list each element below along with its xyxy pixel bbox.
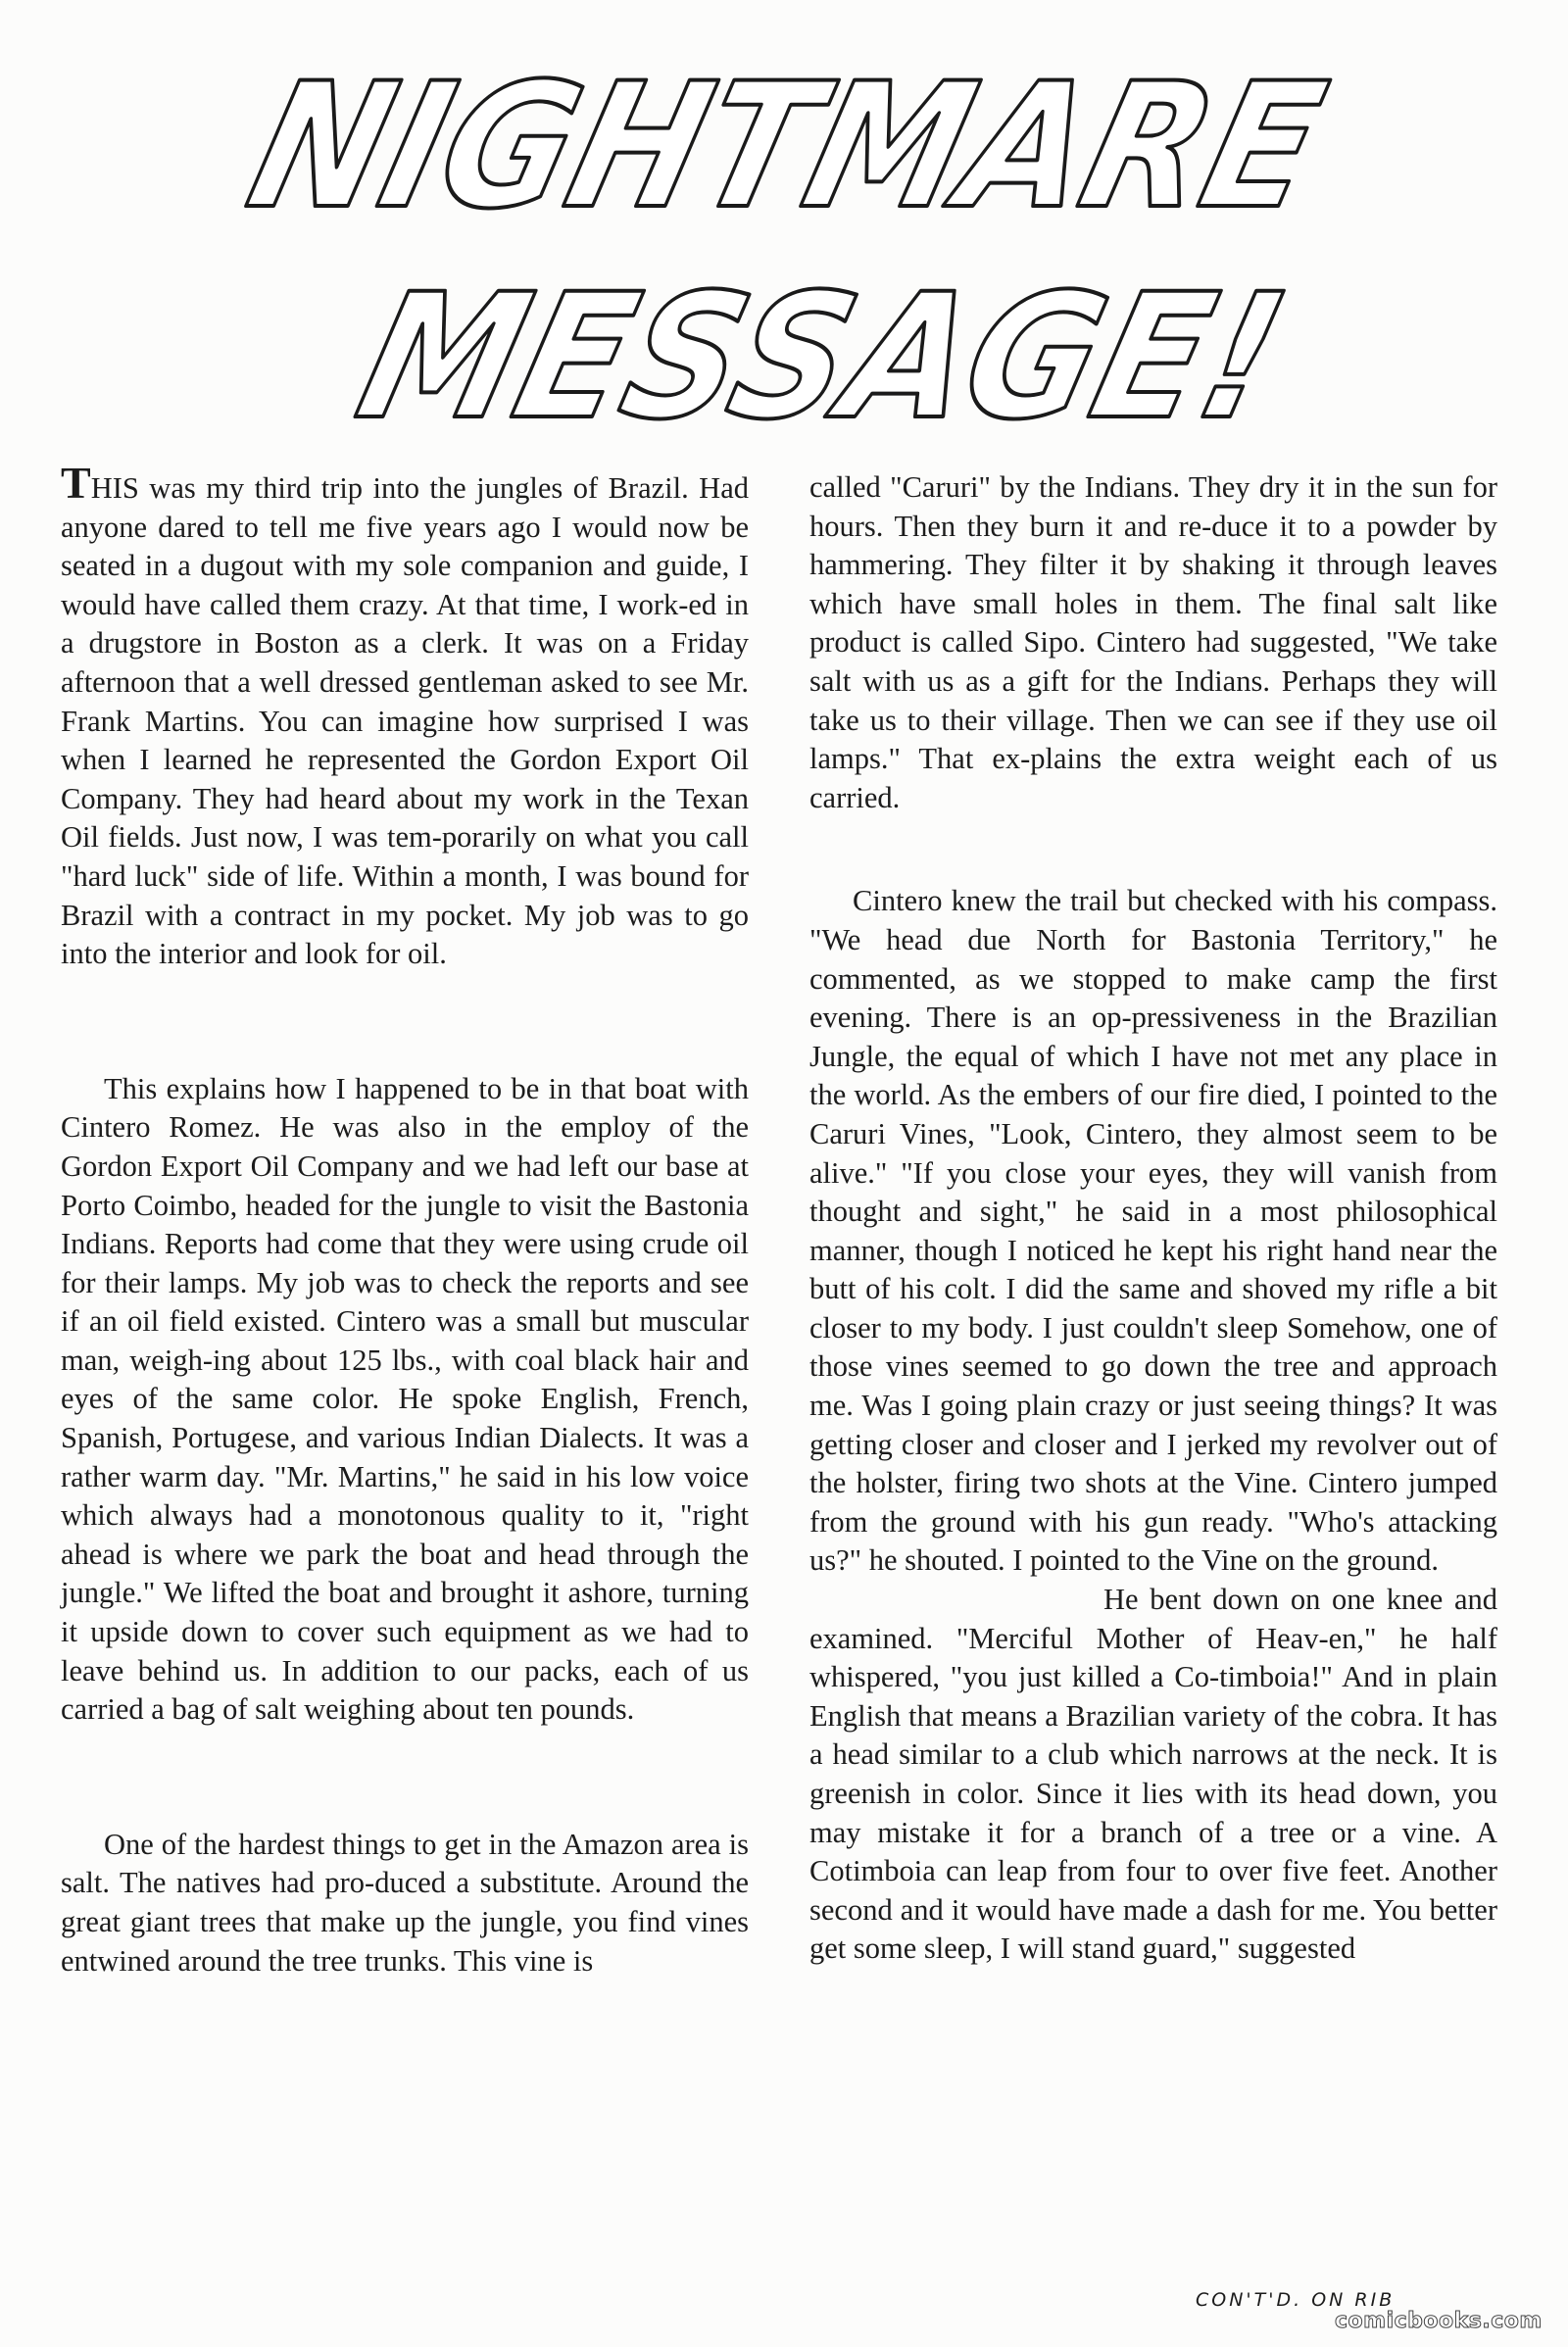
story-paragraph <box>61 458 749 974</box>
drop-cap: T <box>61 458 91 508</box>
story-column-left <box>61 458 749 1980</box>
story-paragraph: He bent down on one knee and examined. "Merciful Mother of Heav-en," he half whispered, "you just killed a Co-timboia!" And in plain English that means a Brazilian variety of the cobra. It has a head similar to a club which narrows at the neck. It is greenish in color. Since it lies with its head down, you may mistake it for a branch of a tree or a vine. A Cotimboia can leap from four to over five feet. Another second and it would have made a dash for me. You better get some sleep, I will stand guard," suggested <box>809 1583 1497 1966</box>
story-paragraph: called "Caruri" by the Indians. They dry it in the sun for hours. Then they burn it and re-duce it to a powder by hammering. They filter it by shaking it through leaves which have small holes in them. The final salt like product is called Sipo. Cintero had suggested, "We take salt with us as a gift for the Indians. Perhaps they will take us to their village. Then we can see if they use oil lamps." That ex-plains the extra weight each of us carried. <box>809 470 1497 814</box>
title-art-svg <box>216 39 1450 459</box>
story-column-right <box>809 468 1497 1969</box>
story-paragraph: This explains how I happened to be in that boat with Cintero Romez. He was also in the employ of the Gordon Export Oil Company and we had left our base at Porto Coimbo, headed for the jungle to visit the Bastonia Indians. Reports had come that they were using crude oil for their lamps. My job was to check the reports and see if an oil field existed. Cintero was a small but muscular man, weigh-ing about 125 lbs., with coal black hair and eyes of the same color. He spoke English, French, Spanish, Portugese, and various Indian Dialects. It was a rather warm day. "Mr. Martins," he said in his low voice which always had a monotonous quality to it, "right ahead is where we park the boat and head through the jungle." We lifted the boat and brought it ashore, turning it upside down to cover such equipment as we had to leave behind us. In addition to our packs, each of us carried a bag of salt weighing about ten pounds. <box>61 1071 749 1727</box>
story-title-lettering <box>216 39 1450 459</box>
continued-note: CON'T'D. ON RIB <box>1196 2289 1396 2311</box>
site-watermark: comicbooks.com <box>1335 2309 1543 2333</box>
paragraph-text: HIS was my third trip into the jungles of Brazil. Had anyone dared to tell me five years ago I would now be seated in a dugout with my sole companion and guide, I would have called them crazy. At that time, I work-ed in a drugstore in Boston as a clerk. It was on a Friday afternoon that a well dressed gentleman asked to see Mr. Frank Martins. You can imagine how surprised I was when I learned he represented the Gordon Export Oil Company. They had heard about my work in the Texan Oil fields. Just now, I was tem-porarily on what you call "hard luck" side of life. Within a month, I was bound for Brazil with a contract in my pocket. My job was to go into the interior and look for oil. <box>61 471 749 971</box>
story-paragraph: One of the hardest things to get in the Amazon area is salt. The natives had pro-duced a substitute. Around the great giant trees that make up the jungle, you find vines entwined around the tree trunks. This vine is <box>61 1827 749 1978</box>
story-paragraph: Cintero knew the trail but checked with his compass. "We head due North for Bastonia Territory," he commented, as we stopped to make camp the first evening. There is an op-pressiveness in the Brazilian Jungle, the equal of which I have not met any place in the world. As the embers of our fire died, I pointed to the Caruri Vines, "Look, Cintero, they almost seem to be alive." "If you close your eyes, they will vanish from thought and sight," he said in a most philosophical manner, though I noticed he kept his right hand near the butt of his colt. I did the same and shoved my rifle a bit closer to my body. I just couldn't sleep Somehow, one of those vines seemed to go down the tree and approach me. Was I going plain crazy or just seeing things? It was getting closer and closer and I jerked my revolver out of the holster, firing two shots at the Vine. Cintero jumped from the ground with his gun ready. "Who's attacking us?" he shouted. I pointed to the Vine on the ground. <box>809 884 1497 1578</box>
title-line-1: NIGHTMARE <box>232 46 1450 248</box>
title-line-2: MESSAGE! <box>341 257 1396 459</box>
